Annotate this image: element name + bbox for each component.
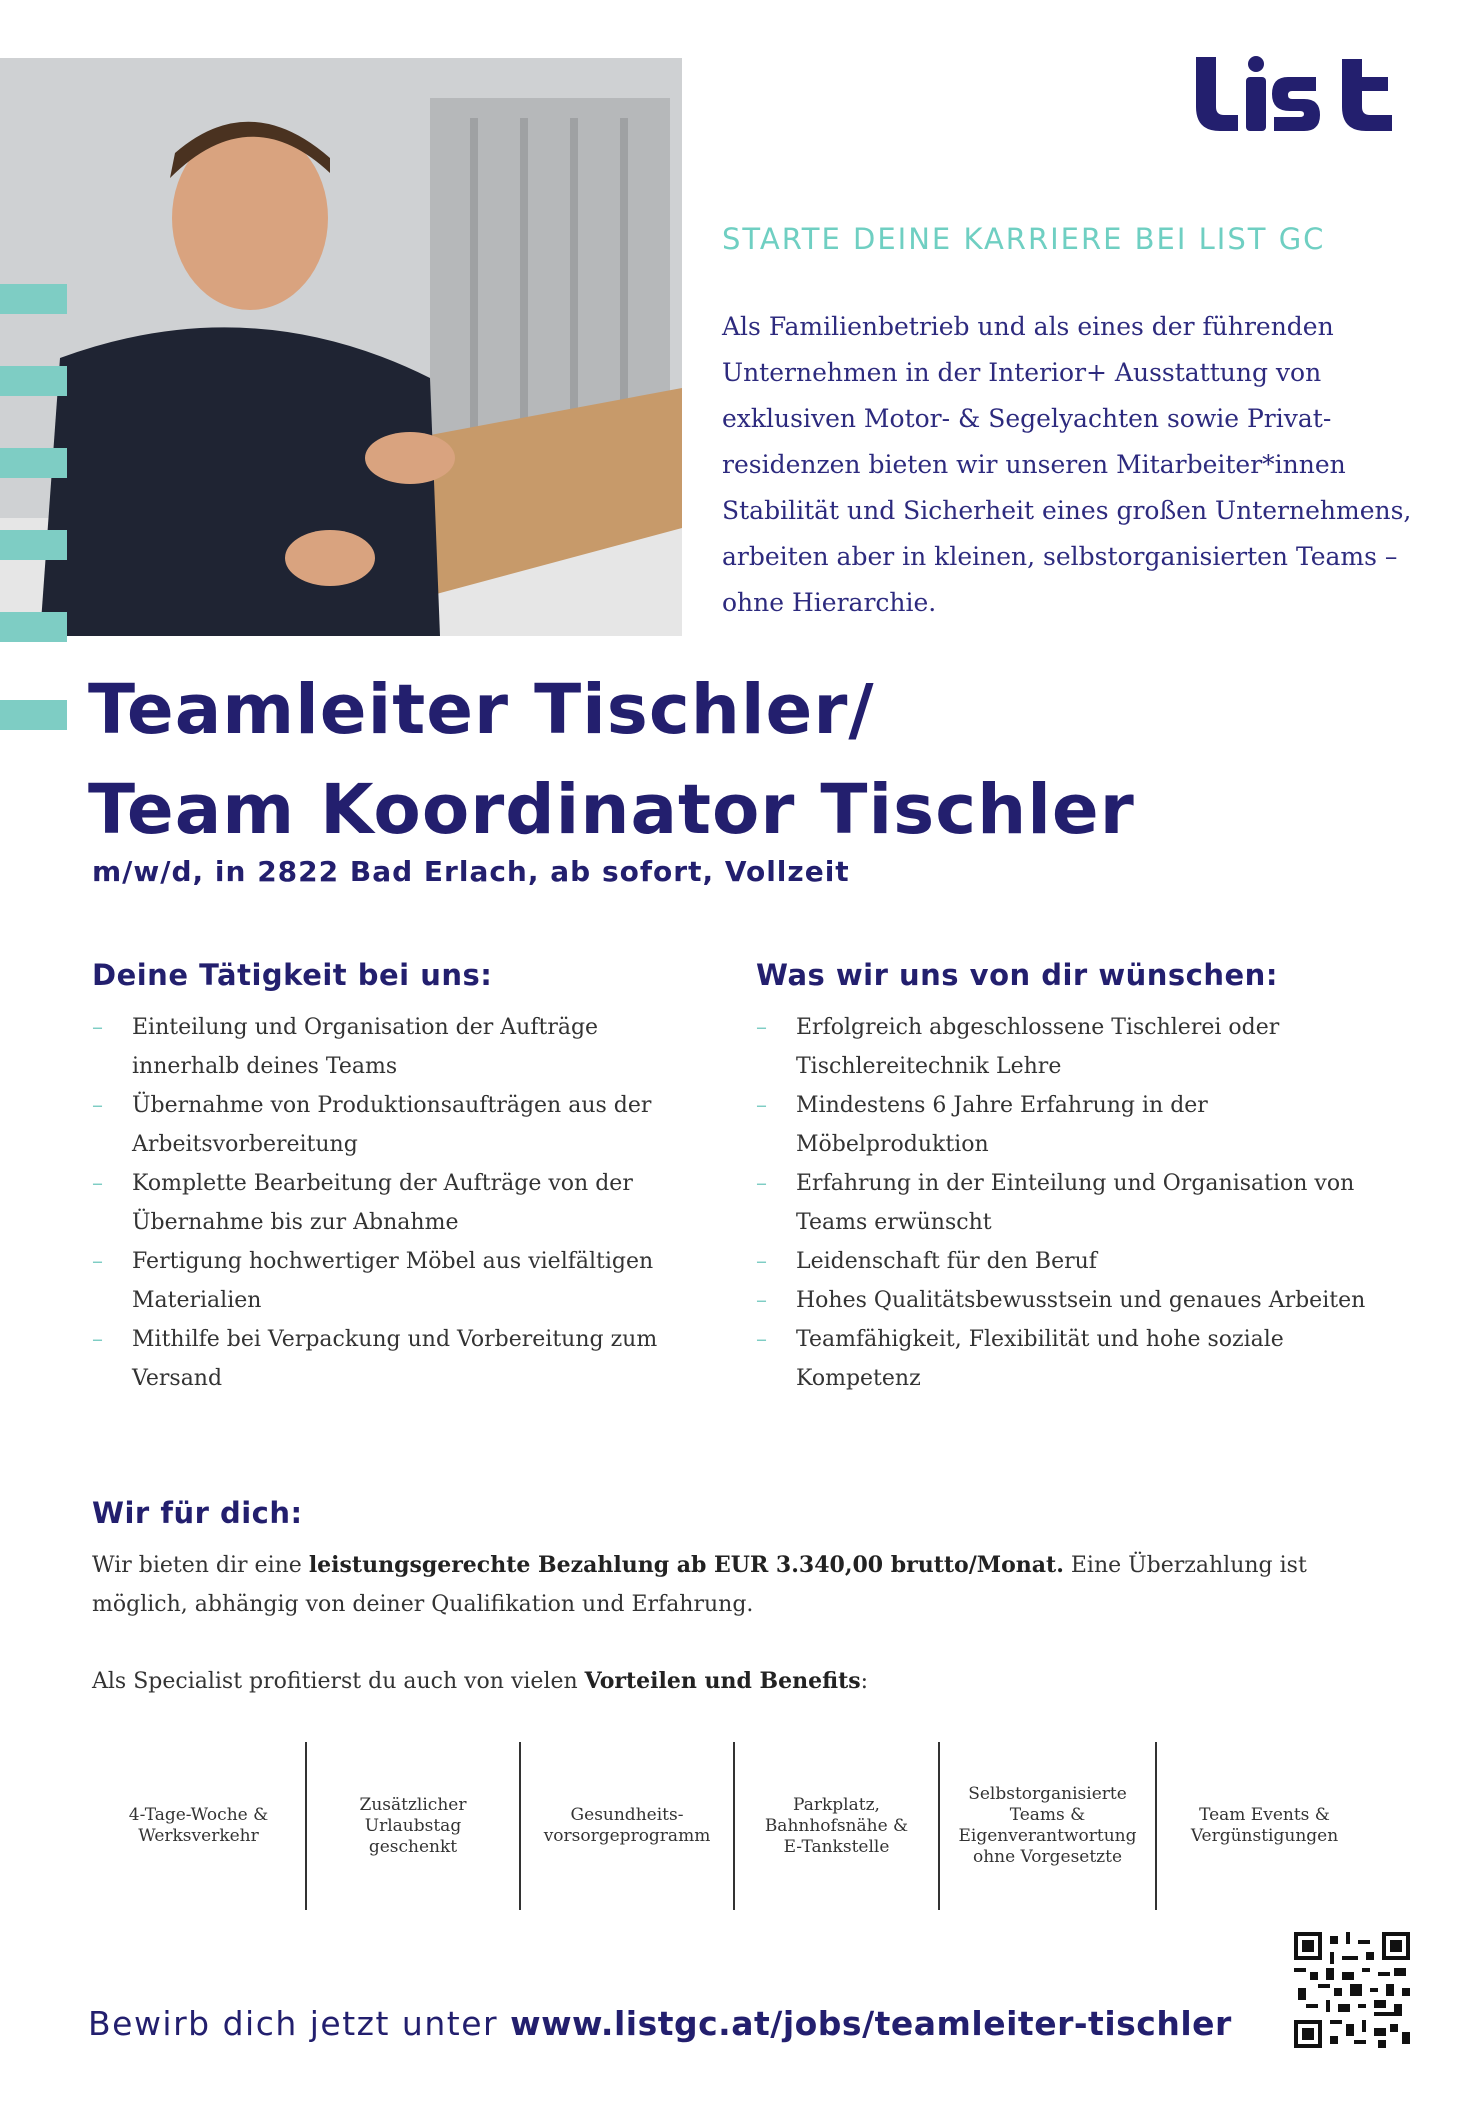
job-subtitle: m/w/d, in 2822 Bad Erlach, ab sofort, Vollzeit [92,855,850,888]
benefit-line: Team Events & [1199,1805,1330,1825]
salary-text-pre: Wir bieten dir eine [92,1553,309,1578]
benefit-line: vorsorgeprogramm [543,1826,711,1846]
benefit-line: Gesundheits- [570,1805,684,1825]
benefit-line: Teams & [1009,1805,1086,1825]
apply-cta [88,2004,1232,2043]
decor-bar [0,448,67,478]
salary-paragraph [92,1546,1402,1624]
benefit-line: ohne Vorgesetzte [972,1847,1123,1867]
apply-link[interactable]: www.listgc.at/jobs/teamleiter-tischler [510,2004,1232,2043]
list-item: – Fertigung hochwertiger Möbel aus vielfältigen Materialien [92,1242,702,1320]
kicker-heading: STARTE DEINE KARRIERE BEI LIST GC [722,222,1326,256]
benefits-intro-post: : [860,1669,869,1694]
benefits-intro-pre: Als Specialist profitierst du auch von vielen [92,1669,585,1694]
intro-line: arbeiten aber in kleinen, selbstorganisierten Teams – [722,542,1398,571]
benefit-line: Werksverkehr [138,1826,259,1846]
intro-line: Als Familienbetrieb und als eines der führenden [722,312,1334,341]
benefits-intro-bold: Vorteilen und Benefits [584,1668,861,1694]
job-title-line1: Teamleiter Tischler/ [88,670,875,750]
hero-photo [0,58,682,636]
qr-code-icon[interactable] [1294,1932,1410,2048]
salary-text-post: Eine Überzahlung ist möglich, abhängig von deiner Qualifikation und Erfahrung. [92,1553,1307,1617]
decor-bar [0,612,67,642]
decor-bar [0,284,67,314]
intro-line: exklusiven Motor- & Segelyachten sowie Privat- [722,404,1332,433]
list-item: – Erfahrung in der Einteilung und Organisation von Teams erwünscht [756,1164,1366,1242]
benefit-line: Bahnhofsnähe & [764,1815,909,1836]
benefit-item [521,1742,733,1910]
benefit-item [1157,1742,1372,1910]
list-item: – Mindestens 6 Jahre Erfahrung in der Möbelproduktion [756,1086,1366,1164]
requirements-heading: Was wir uns von dir wünschen: [756,958,1278,992]
list-item: – Hohes Qualitätsbewusstsein und genaues Arbeiten [756,1281,1366,1320]
benefits-row [92,1742,1392,1910]
intro-line: Unternehmen in der Interior+ Ausstattung von [722,358,1322,387]
benefit-line: Parkplatz, [793,1794,880,1815]
benefit-line: geschenkt [368,1836,458,1857]
benefit-line: Zusätzlicher [359,1794,467,1815]
requirements-section [756,958,1366,1398]
list-logo [1192,55,1410,133]
benefit-item [735,1742,938,1910]
benefit-line: Eigenverantwortung [958,1826,1137,1846]
benefit-line: Vergünstigungen [1190,1826,1339,1846]
intro-line: Stabilität und Sicherheit eines großen Unternehmens, [722,496,1412,525]
list-item: – Teamfähigkeit, Flexibilität und hohe soziale Kompetenz [756,1320,1366,1398]
benefit-line: E-Tankstelle [783,1836,890,1857]
benefit-line: 4-Tage-Woche & [128,1805,269,1825]
carpenter-photo-illustration [0,58,682,636]
decor-bar [0,366,67,396]
requirements-list [756,1008,1366,1398]
list-item: – Mithilfe bei Verpackung und Vorbereitung zum Versand [92,1320,702,1398]
intro-line: ohne Hierarchie. [722,588,937,617]
benefit-item [940,1742,1155,1910]
salary-text-bold: leistungsgerechte Bezahlung ab EUR 3.340,00 brutto/Monat. [308,1552,1064,1578]
benefits-intro [92,1662,1402,1701]
list-item: – Komplette Bearbeitung der Aufträge von der Übernahme bis zur Abnahme [92,1164,702,1242]
job-title [88,660,1388,860]
benefit-line: Selbstorganisierte [968,1784,1127,1804]
job-title-line2: Team Koordinator Tischler [88,770,1135,850]
list-item: – Übernahme von Produktionsaufträgen aus der Arbeitsvorbereitung [92,1086,702,1164]
decor-bar [0,700,67,730]
tasks-section [92,958,702,1398]
intro-line: residenzen bieten wir unseren Mitarbeiter*innen [722,450,1346,479]
cta-text: Bewirb dich jetzt unter [88,2004,499,2043]
list-item: – Einteilung und Organisation der Aufträge innerhalb deines Teams [92,1008,702,1086]
list-item: – Erfolgreich abgeschlossene Tischlerei oder Tischlereitechnik Lehre [756,1008,1366,1086]
list-item: – Leidenschaft für den Beruf [756,1242,1366,1281]
tasks-list [92,1008,702,1398]
decor-bar [0,530,67,560]
benefit-line: Urlaubstag [364,1815,462,1836]
offer-heading: Wir für dich: [92,1496,303,1530]
tasks-heading: Deine Tätigkeit bei uns: [92,958,493,992]
benefit-item [307,1742,519,1910]
intro-paragraph [722,304,1422,626]
benefit-item [92,1742,305,1910]
